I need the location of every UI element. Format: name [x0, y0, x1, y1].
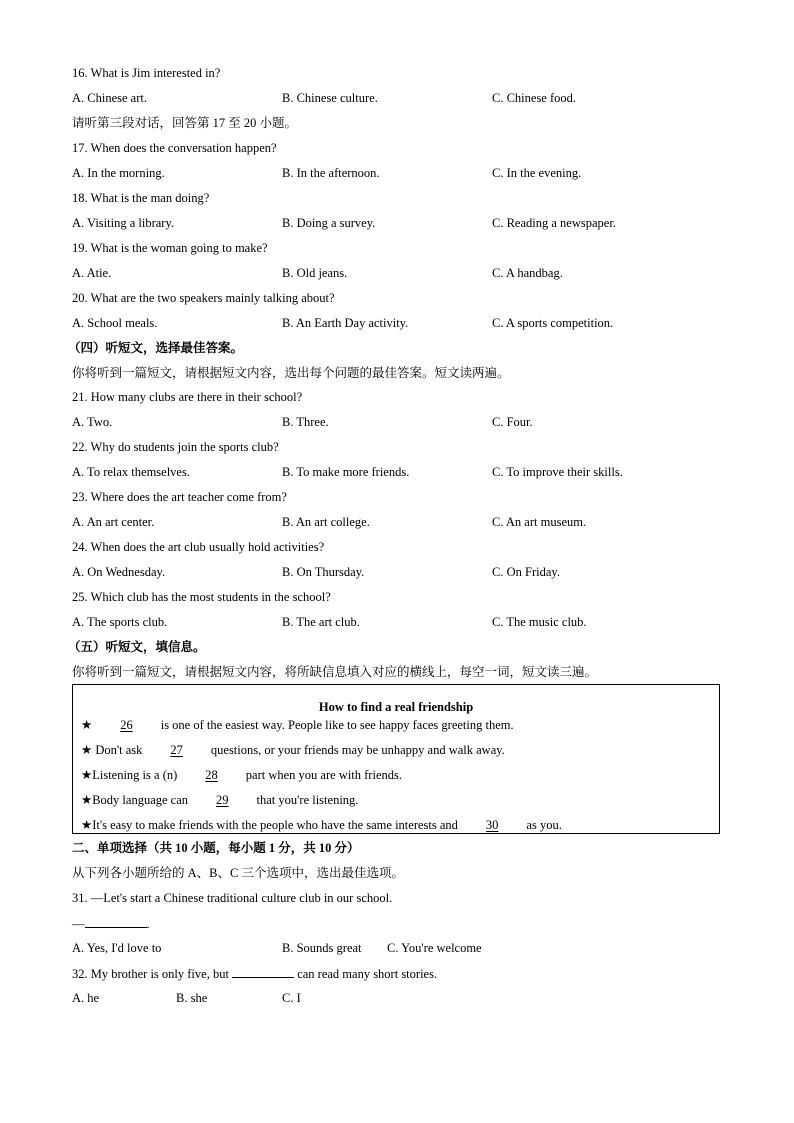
- box-title: How to find a real friendship: [318, 700, 474, 714]
- q31-option-b: B. Sounds great: [282, 941, 362, 955]
- part4-instruction: 你将听到一篇短文，请根据短文内容，选出每个问题的最佳答案。短文读两遍。: [72, 366, 510, 380]
- q18-option-a: A. Visiting a library.: [72, 216, 175, 230]
- box-row-text: questions, or your friends may be unhappy and walk away.: [210, 743, 505, 757]
- q31-answer-blank[interactable]: [85, 915, 147, 928]
- box-row-26: [81, 717, 514, 733]
- box-row-text: Body language can: [92, 793, 189, 807]
- star-icon: ★: [81, 768, 93, 782]
- q24-option-b: B. On Thursday.: [282, 565, 365, 579]
- box-row-27: [81, 742, 505, 758]
- box-row-text: as you.: [526, 818, 562, 832]
- q18-option-c: C. Reading a newspaper.: [492, 216, 616, 230]
- box-row-30: [81, 817, 562, 833]
- question-25: 25. Which club has the most students in the school?: [72, 590, 331, 604]
- question-22: 22. Why do students join the sports club?: [72, 440, 279, 454]
- q20-option-b: B. An Earth Day activity.: [282, 316, 409, 330]
- part5-instruction: 你将听到一篇短文，请根据短文内容，将所缺信息填入对应的横线上，每空一词，短文读三遍。: [72, 665, 598, 679]
- period: .: [146, 917, 150, 931]
- part2-title: 二、单项选择（共 10 小题，每小题 1 分，共 10 分）: [72, 841, 360, 855]
- question-23: 23. Where does the art teacher come from?: [72, 490, 287, 504]
- box-row-text: Listening is a (n): [92, 768, 178, 782]
- part2-instruction: 从下列各小题所给的 A、B、C 三个选项中，选出最佳选项。: [72, 866, 404, 880]
- question-31: 31. —Let's start a Chinese traditional culture club in our school.: [72, 891, 393, 905]
- q24-option-c: C. On Friday.: [492, 565, 560, 579]
- blank-27[interactable]: 27: [170, 743, 183, 757]
- q32-text-after: can read many short stories.: [297, 967, 438, 981]
- q32-text-before: 32. My brother is only five, but: [72, 967, 229, 981]
- box-row-text: Don't ask: [95, 743, 143, 757]
- q31-option-a: A. Yes, I'd love to: [72, 941, 162, 955]
- part4-title: （四）听短文，选择最佳答案。: [68, 341, 244, 355]
- q16-option-b: B. Chinese culture.: [282, 91, 378, 105]
- star-icon: ★: [81, 718, 93, 732]
- q22-option-b: B. To make more friends.: [282, 465, 410, 479]
- part5-title: （五）听短文，填信息。: [68, 640, 206, 654]
- q23-option-b: B. An art college.: [282, 515, 370, 529]
- q31-option-c: C. You're welcome: [387, 941, 482, 955]
- q24-option-a: A. On Wednesday.: [72, 565, 166, 579]
- q18-option-b: B. Doing a survey.: [282, 216, 376, 230]
- box-row-text: part when you are with friends.: [245, 768, 402, 782]
- question-19: 19. What is the woman going to make?: [72, 241, 268, 255]
- star-icon: ★: [81, 743, 93, 757]
- q19-option-a: A. Atie.: [72, 266, 112, 280]
- box-row-text: that you're listening.: [256, 793, 359, 807]
- section3-instruction: 请听第三段对话，回答第 17 至 20 小题。: [72, 116, 298, 130]
- q22-option-a: A. To relax themselves.: [72, 465, 190, 479]
- star-icon: ★: [81, 818, 93, 832]
- blank-28[interactable]: 28: [205, 768, 218, 782]
- blank-30[interactable]: 30: [485, 818, 499, 832]
- q17-option-c: C. In the evening.: [492, 166, 582, 180]
- dash: —: [72, 917, 85, 931]
- q25-option-c: C. The music club.: [492, 615, 587, 629]
- q32-answer-blank[interactable]: [232, 965, 294, 978]
- question-21: 21. How many clubs are there in their school?: [72, 390, 303, 404]
- q25-option-a: A. The sports club.: [72, 615, 168, 629]
- q32-option-b: B. she: [176, 991, 208, 1005]
- box-row-28: [81, 767, 402, 783]
- q23-option-a: A. An art center.: [72, 515, 155, 529]
- q16-option-a: A. Chinese art.: [72, 91, 147, 105]
- question-24: 24. When does the art club usually hold activities?: [72, 540, 325, 554]
- q19-option-b: B. Old jeans.: [282, 266, 348, 280]
- question-16: 16. What is Jim interested in?: [72, 66, 221, 80]
- q20-option-c: C. A sports competition.: [492, 316, 614, 330]
- blank-29[interactable]: 29: [216, 793, 229, 807]
- question-20: 20. What are the two speakers mainly talking about?: [72, 291, 335, 305]
- q22-option-c: C. To improve their skills.: [492, 465, 623, 479]
- star-icon: ★: [81, 793, 93, 807]
- q32-option-a: A. he: [72, 991, 100, 1005]
- q21-option-b: B. Three.: [282, 415, 329, 429]
- box-row-text: It's easy to make friends with the people who have the same interests and: [92, 818, 458, 832]
- q21-option-c: C. Four.: [492, 415, 533, 429]
- q21-option-a: A. Two.: [72, 415, 113, 429]
- blank-26[interactable]: 26: [120, 718, 133, 732]
- q20-option-a: A. School meals.: [72, 316, 158, 330]
- q31-reply-line: [72, 915, 150, 932]
- q25-option-b: B. The art club.: [282, 615, 360, 629]
- box-row-29: [81, 792, 358, 808]
- q32-option-c: C. I: [282, 991, 301, 1005]
- q19-option-c: C. A handbag.: [492, 266, 563, 280]
- box-row-text: is one of the easiest way. People like to see happy faces greeting them.: [160, 718, 514, 732]
- question-17: 17. When does the conversation happen?: [72, 141, 277, 155]
- friendship-info-box: [72, 684, 720, 834]
- question-32: [72, 965, 437, 982]
- q17-option-b: B. In the afternoon.: [282, 166, 380, 180]
- question-18: 18. What is the man doing?: [72, 191, 210, 205]
- q23-option-c: C. An art museum.: [492, 515, 587, 529]
- q16-option-c: C. Chinese food.: [492, 91, 577, 105]
- q17-option-a: A. In the morning.: [72, 166, 165, 180]
